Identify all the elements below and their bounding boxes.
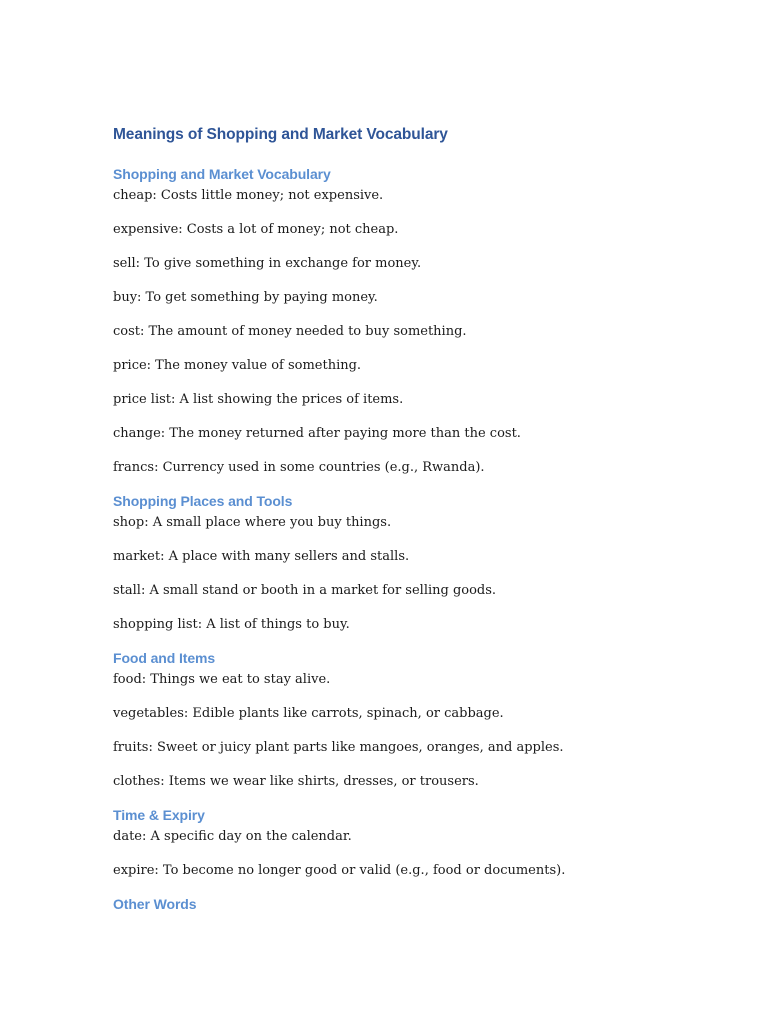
vocab-entry-date: date: A specific day on the calendar. — [113, 829, 352, 844]
vocab-entry-expire: expire: To become no longer good or valid (e.g., food or documents). — [113, 863, 566, 878]
vocab-entry-buy: buy: To get something by paying money. — [113, 290, 378, 305]
section-shopping-places-tools — [113, 491, 713, 634]
section-time-expiry — [113, 805, 713, 880]
vocab-entry-expensive: expensive: Costs a lot of money; not cheap. — [113, 222, 399, 237]
vocab-entry-fruits: fruits: Sweet or juicy plant parts like mangoes, oranges, and apples. — [113, 740, 564, 755]
vocab-entry-cheap: cheap: Costs little money; not expensive. — [113, 188, 384, 203]
vocab-entry-clothes: clothes: Items we wear like shirts, dresses, or trousers. — [113, 774, 479, 789]
section-heading: Shopping and Market Vocabulary — [113, 166, 331, 182]
vocab-entry-vegetables: vegetables: Edible plants like carrots, spinach, or cabbage. — [113, 706, 504, 721]
document-title: Meanings of Shopping and Market Vocabulary — [113, 126, 448, 143]
vocab-entry-change: change: The money returned after paying more than the cost. — [113, 426, 521, 441]
vocab-entry-cost: cost: The amount of money needed to buy something. — [113, 324, 467, 339]
vocab-entry-shopping-list: shopping list: A list of things to buy. — [113, 617, 350, 632]
document-page — [113, 124, 713, 914]
section-heading: Food and Items — [113, 650, 216, 666]
vocab-entry-market: market: A place with many sellers and stalls. — [113, 549, 410, 564]
section-heading: Shopping Places and Tools — [113, 493, 293, 509]
vocab-entry-price-list: price list: A list showing the prices of items. — [113, 392, 404, 407]
vocab-entry-stall: stall: A small stand or booth in a market for selling goods. — [113, 583, 497, 598]
vocab-entry-francs: francs: Currency used in some countries (e.g., Rwanda). — [113, 460, 485, 475]
section-heading: Time & Expiry — [113, 807, 205, 823]
vocab-entry-shop: shop: A small place where you buy things. — [113, 515, 392, 530]
vocab-entry-food: food: Things we eat to stay alive. — [113, 672, 331, 687]
section-other-words — [113, 894, 713, 914]
vocab-entry-price: price: The money value of something. — [113, 358, 362, 373]
vocab-entry-sell: sell: To give something in exchange for money. — [113, 256, 422, 271]
section-heading: Other Words — [113, 896, 197, 912]
section-food-items — [113, 648, 713, 791]
section-shopping-market-vocabulary — [113, 164, 713, 477]
